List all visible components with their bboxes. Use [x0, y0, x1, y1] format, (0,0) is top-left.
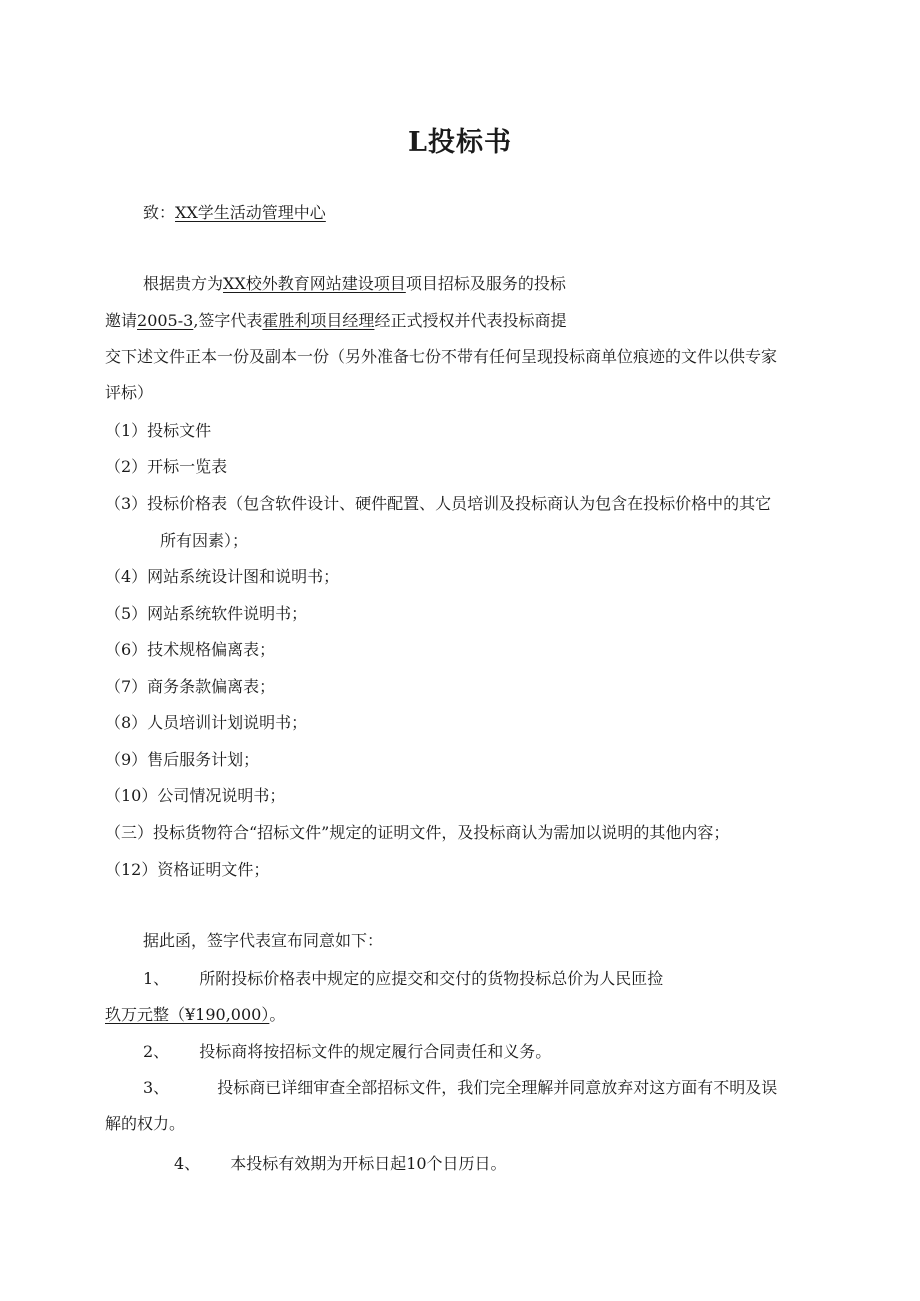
agreement-lead: 据此函，签字代表宣布同意如下：	[143, 931, 384, 950]
clause-1-line	[143, 968, 663, 990]
clause-text: 所附投标价格表中规定的应提交和交付的货物投标总价为人民匝捡	[199, 969, 664, 988]
clause-text: 投标商已详细审查全部招标文件，我们完全理解并同意放弃对这方面有不明及误	[217, 1078, 778, 1097]
clause-1-amount-line	[105, 1004, 285, 1026]
bid-number: 2005-3	[137, 311, 194, 330]
addressee-prefix: 致：	[143, 203, 176, 222]
clause-number: 2、	[143, 1042, 170, 1061]
list-item: （6）技术规格偏离表；	[105, 640, 276, 659]
clause-number: 1、	[143, 969, 170, 988]
intro-text: ,签字代表	[193, 311, 263, 330]
representative-name: 霍胜利项目经理	[262, 311, 375, 330]
list-item: （12）资格证明文件；	[105, 860, 270, 879]
addressee-name: XX学生活动管理中心	[175, 203, 326, 222]
clause-text: 投标商将按招标文件的规定履行合同责任和义务。	[199, 1042, 552, 1061]
intro-line-3: 交下述文件正本一份及副本一份（另外准备七份不带有任何呈现投标商单位痕迹的文件以供专家	[105, 347, 778, 366]
list-item: （9）售后服务计划；	[105, 750, 260, 769]
clause-2-line	[143, 1041, 551, 1063]
intro-line-4: 评标）	[105, 383, 154, 402]
project-name: XX校外教育网站建设项目	[223, 274, 406, 293]
clause-text: 本投标有效期为开标日起10个日历日。	[230, 1154, 507, 1173]
clause-text: 。	[269, 1005, 286, 1024]
clause-3-line	[143, 1077, 777, 1099]
intro-text: 经正式授权并代表投标商提	[374, 311, 567, 330]
intro-line-2	[105, 310, 566, 332]
list-item: （10）公司情况说明书；	[105, 786, 286, 805]
list-item: （3）投标价格表（包含软件设计、硬件配置、人员培训及投标商认为包含在投标价格中的其它	[105, 494, 772, 513]
clause-3-continuation: 解的权力。	[105, 1114, 186, 1133]
intro-text: 根据贵方为	[143, 274, 224, 293]
addressee-line	[143, 202, 326, 224]
intro-text: 邀请	[105, 311, 138, 330]
clause-4-line	[174, 1153, 507, 1175]
intro-line-1	[143, 273, 566, 295]
bid-amount: 玖万元整（¥190,000）	[105, 1005, 270, 1024]
document-title: L投标书	[408, 127, 512, 158]
list-item: （1）投标文件	[105, 421, 212, 440]
list-item-continuation: 所有因素）；	[160, 531, 249, 550]
list-item: （2）开标一览表	[105, 457, 228, 476]
list-item: （三）投标货物符合“招标文件”规定的证明文件，及投标商认为需加以说明的其他内容；	[105, 823, 730, 842]
intro-text: 项目招标及服务的投标	[405, 274, 566, 293]
clause-number: 3、	[143, 1078, 170, 1097]
list-item: （4）网站系统设计图和说明书；	[105, 567, 340, 586]
clause-number: 4、	[174, 1154, 201, 1173]
list-item: （7）商务条款偏离表；	[105, 677, 276, 696]
list-item: （8）人员培训计划说明书；	[105, 713, 308, 732]
list-item: （5）网站系统软件说明书；	[105, 604, 308, 623]
